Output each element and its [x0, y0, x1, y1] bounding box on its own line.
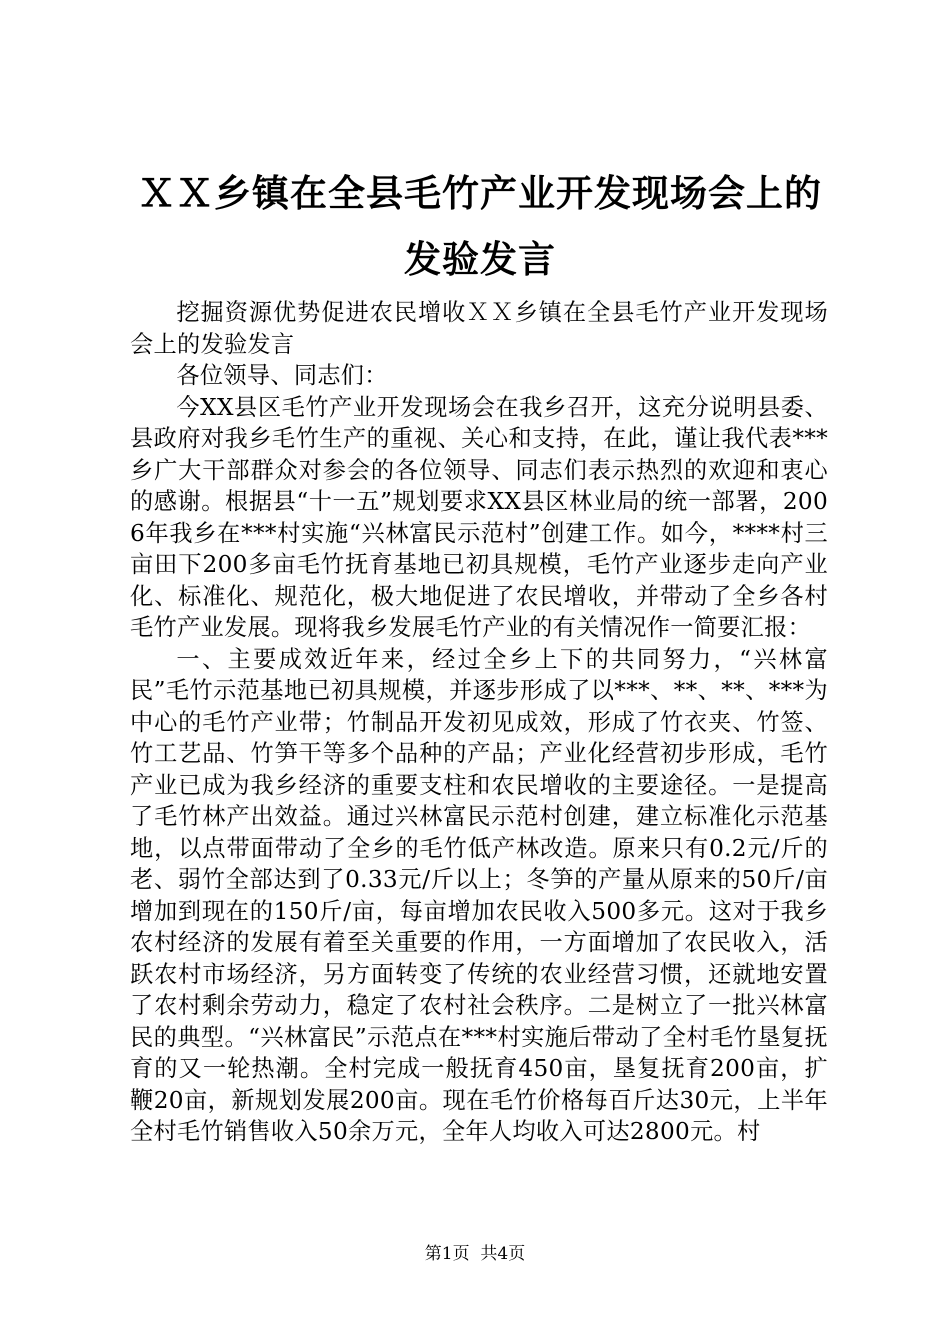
page-number: 第1页 [424, 1244, 470, 1264]
salutation-paragraph: 各位领导、同志们： [176, 362, 388, 389]
subtitle-paragraph: 挖掘资源优势促进农民增收ＸＸ乡镇在全县毛竹产业开发现场会上的发验发言 [130, 299, 828, 358]
footer-spacer [470, 1244, 481, 1264]
achievements-paragraph: 一、主要成效近年来，经过全乡上下的共同努力，“兴林富民”毛竹示范基地已初具规模，并逐步形成了以***、**、**、***为中心的毛竹产业带；竹制品开发初见成效，形成了竹衣夹、竹签、竹工艺品、竹笋干等多个品种的产品；产业化经营初步形成，毛竹产业已成为我乡经济的重要支柱和农民增收的主要途径。一是提高了毛竹林产出效益。通过兴林富民示范村创建，建立标准化示范基地，以点带面带动了全乡的毛竹低产林改造。原来只有0.2元/斤的老、弱竹全部达到了0.33元/斤以上；冬笋的产量从原来的50斤/亩增加到现在的150斤/亩，每亩增加农民收入500多元。这对于我乡农村经济的发展有着至关重要的作用，一方面增加了农民收入，活跃农村市场经济，另方面转变了传统的农业经营习惯，还就地安置了农村剩余劳动力，稳定了农村社会秩序。二是树立了一批兴林富民的典型。“兴林富民”示范点在***村实施后带动了全村毛竹垦复抚育的又一轮热潮。全村完成一般抚育450亩，垦复抚育200亩，扩鞭20亩，新规划发展200亩。现在毛竹价格每百斤达30元，上半年全村毛竹销售收入50余万元，全年人均收入可达2800元。村 [130, 645, 828, 1145]
page-total: 共4页 [480, 1244, 526, 1264]
document-title: ＸＸ乡镇在全县毛竹产业开发现场会上的发验发言 [138, 171, 822, 281]
page-footer [0, 1242, 950, 1266]
intro-paragraph: 今XX县区毛竹产业开发现场会在我乡召开，这充分说明县委、县政府对我乡毛竹生产的重视、关心和支持，在此，谨让我代表***乡广大干部群众对参会的各位领导、同志们表示热烈的欢迎和衷心的感谢。根据县“十一五”规划要求XX县区林业局的统一部署，2006年我乡在***村实施“兴林富民示范村”创建工作。如今，****村三亩田下200多亩毛竹抚育基地已初具规模，毛竹产业逐步走向产业化、标准化、规范化，极大地促进了农民增收，并带动了全乡各村毛竹产业发展。现将我乡发展毛竹产业的有关情况作一简要汇报： [130, 393, 828, 641]
document-body [130, 297, 828, 1177]
